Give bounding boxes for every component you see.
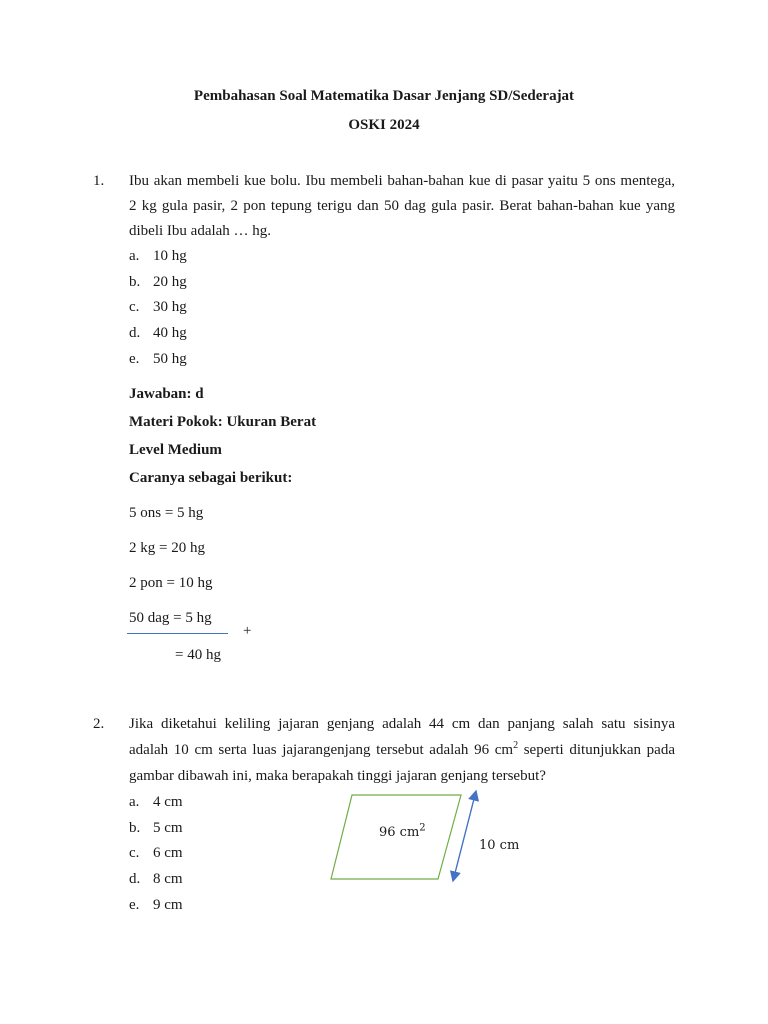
option-text: 6 cm: [153, 845, 183, 861]
option-letter: c.: [129, 299, 140, 315]
plus-sign: +: [243, 623, 252, 639]
option-letter: e.: [129, 351, 140, 367]
calc-step: 5 ons = 5 hg: [129, 505, 204, 521]
option-letter: a.: [129, 248, 140, 264]
option-letter: d.: [129, 325, 141, 341]
option-letter: e.: [129, 897, 140, 913]
question-line: 2 kg gula pasir, 2 pon tepung terigu dan 50 dag gula pasir. Berat bahan-bahan kue yang: [129, 198, 675, 214]
question-number: 2.: [93, 716, 105, 732]
option-text: 40 hg: [153, 325, 187, 341]
option-letter: b.: [129, 274, 141, 290]
option-text: 8 cm: [153, 871, 183, 887]
question-line: adalah 10 cm serta luas jajarangenjang tersebut adalah 96 $cm^2$ seperti ditunjukkan pada: [129, 740, 675, 758]
option-text: 9 cm: [153, 897, 183, 913]
option-text: 5 cm: [153, 820, 183, 836]
option-text: 50 hg: [153, 351, 187, 367]
option-letter: a.: [129, 794, 140, 810]
calc-step: 2 kg = 20 hg: [129, 540, 205, 556]
option-text: 30 hg: [153, 299, 187, 315]
calc-step: 2 pon = 10 hg: [129, 575, 213, 591]
page-title: Pembahasan Soal Matematika Dasar Jenjang SD/Sederajat: [193, 88, 575, 104]
sum-line: [127, 633, 228, 634]
question-number: 1.: [93, 173, 105, 189]
question-line: Ibu akan membeli kue bolu. Ibu membeli bahan-bahan kue di pasar yaitu 5 ons mentega,: [129, 173, 675, 189]
area-label: 96 $cm^2$: [379, 822, 426, 840]
calc-total: = 40 hg: [175, 647, 221, 663]
side-label: 10 cm: [479, 838, 520, 853]
option-text: 4 cm: [153, 794, 183, 810]
option-letter: b.: [129, 820, 141, 836]
method-label: Caranya sebagai berikut:: [129, 470, 293, 486]
answer-label: Jawaban: d: [129, 386, 204, 402]
option-text: 20 hg: [153, 274, 187, 290]
level-label: Level Medium: [129, 442, 222, 458]
option-text: 10 hg: [153, 248, 187, 264]
question-line: dibeli Ibu adalah … hg.: [129, 223, 272, 239]
question-line: Jika diketahui keliling jajaran genjang adalah 44 cm dan panjang salah satu sisinya: [129, 716, 675, 732]
topic-label: Materi Pokok: Ukuran Berat: [129, 414, 317, 430]
calc-step: 50 dag = 5 hg: [129, 610, 212, 626]
option-letter: d.: [129, 871, 141, 887]
option-letter: c.: [129, 845, 140, 861]
question-line: gambar dibawah ini, maka berapakah tinggi jajaran genjang tersebut?: [129, 768, 546, 784]
page-subtitle: OSKI 2024: [348, 117, 420, 133]
